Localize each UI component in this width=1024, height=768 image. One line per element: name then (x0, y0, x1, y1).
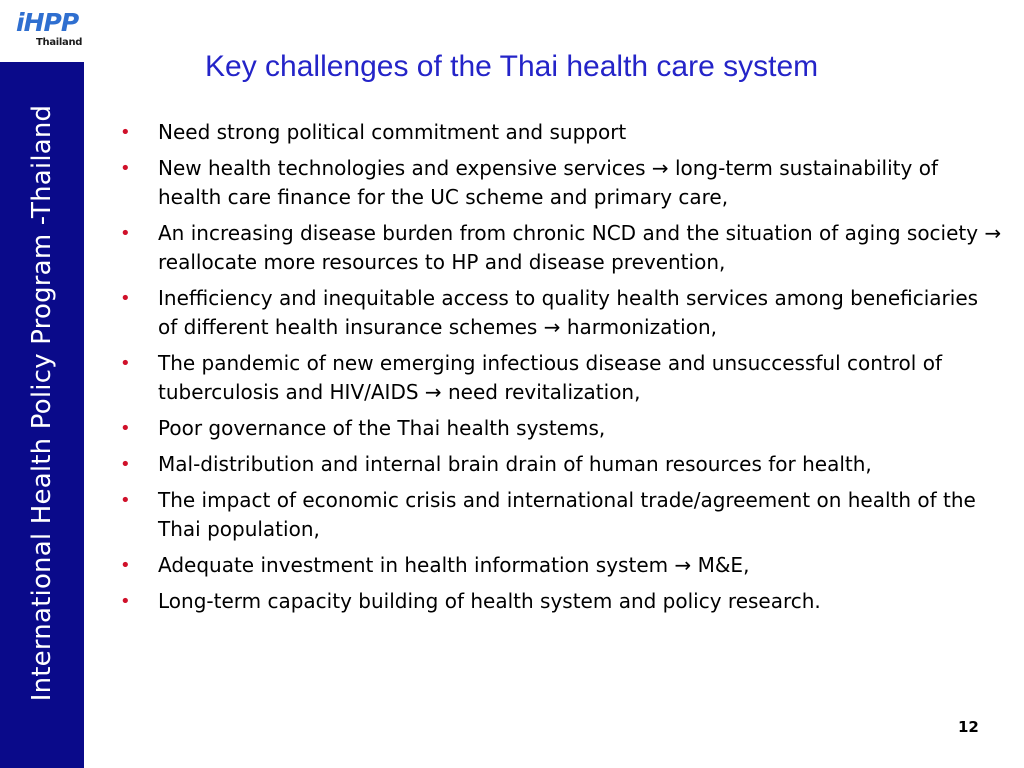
bullet-text: Mal-distribution and internal brain drain of human resources for health, (158, 452, 872, 476)
bullet-item (112, 284, 1002, 342)
bullet-dot-icon: • (120, 555, 131, 576)
slide-title: Key challenges of the Thai health care system (205, 50, 819, 83)
page-number: 12 (958, 718, 979, 736)
bullet-text: Need strong political commitment and support (158, 120, 627, 144)
ihpp-logo (4, 4, 83, 56)
bullet-text: The impact of economic crisis and international trade/agreement on health of the Thai population, (158, 488, 976, 541)
bullet-item (112, 414, 1002, 443)
bullet-dot-icon: • (120, 223, 131, 244)
bullet-dot-icon: • (120, 353, 131, 374)
bullet-item (112, 587, 1002, 616)
bullet-dot-icon: • (120, 591, 131, 612)
bullet-dot-icon: • (120, 288, 131, 309)
bullet-list (112, 118, 1002, 623)
bullet-dot-icon: • (120, 418, 131, 439)
bullet-item (112, 219, 1002, 277)
logo-wordmark: iHPP (16, 8, 79, 37)
bullet-item (112, 118, 1002, 147)
bullet-text: Inefficiency and inequitable access to quality health services among beneficiaries of different health insurance schemes → harmonization, (158, 286, 979, 339)
bullet-item (112, 349, 1002, 407)
bullet-text: Adequate investment in health information system → M&E, (158, 553, 750, 577)
sidebar-label: International Health Policy Program -Thailand (27, 104, 57, 702)
bullet-text: The pandemic of new emerging infectious disease and unsuccessful control of tuberculosis and HIV/AIDS → need revitalization, (158, 351, 942, 404)
bullet-text: New health technologies and expensive services → long-term sustainability of health care finance for the UC scheme and primary care, (158, 156, 938, 209)
bullet-text: Long-term capacity building of health system and policy research. (158, 589, 821, 613)
bullet-item (112, 551, 1002, 580)
bullet-text: Poor governance of the Thai health systems, (158, 416, 606, 440)
bullet-item (112, 486, 1002, 544)
bullet-dot-icon: • (120, 490, 131, 511)
bullet-text: An increasing disease burden from chronic NCD and the situation of aging society → reallocate more resources to HP and disease prevention, (158, 221, 1002, 274)
bullet-item (112, 450, 1002, 479)
bullet-dot-icon: • (120, 158, 131, 179)
logo-subtitle: Thailand (36, 37, 83, 48)
bullet-dot-icon: • (120, 454, 131, 475)
bullet-item (112, 154, 1002, 212)
bullet-dot-icon: • (120, 122, 131, 143)
